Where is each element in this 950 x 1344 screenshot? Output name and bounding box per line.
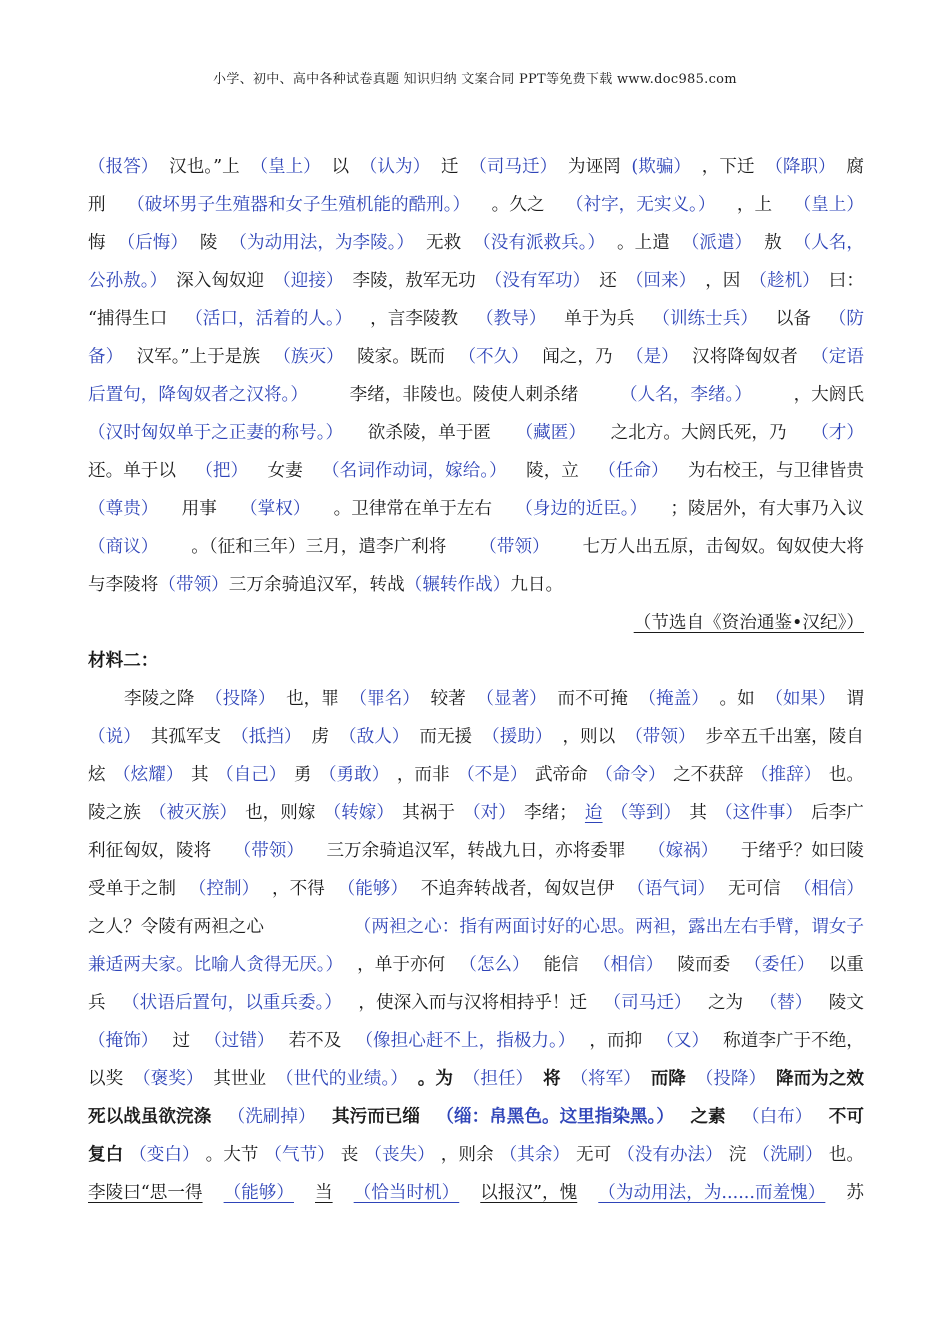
body-text: 陵之族 [88,803,141,823]
body-text: 汉将降匈奴者 [692,347,798,367]
annotation-text: （如果） [765,689,836,709]
annotation-text: （怎么） [459,955,530,975]
body-text: 。上遣 [617,233,670,253]
annotation-text: （衬字，无实义。） [565,195,716,215]
annotation-text: （说） [88,727,141,747]
annotation-text: （相信） [793,879,864,899]
body-text: ，而非 [396,765,450,785]
body-text: 之为 [707,993,744,1013]
annotation-text: （把） [195,461,249,481]
body-text: 无救 [426,233,462,253]
body-text: 女妻 [267,461,303,481]
text-line [88,1098,864,1136]
annotation-text: （是） [625,347,679,367]
annotation-text: （皇上） [793,195,864,215]
annotation-text: （援助） [482,727,553,747]
body-text: 以 [331,157,350,177]
text-line [88,680,864,718]
annotation-text: （破坏男子生殖器和女子生殖机能的酷刑。） [127,195,471,215]
body-text: 其孤军支 [150,727,222,747]
annotation-text: （将军） [570,1069,641,1089]
body-text: 以奖 [88,1069,124,1089]
body-text: 较著 [430,689,466,709]
body-text: ，言李陵教 [370,309,459,329]
annotation-text: （司马迁） [603,993,692,1013]
annotation-text: （投降） [205,689,276,709]
annotation-text: 而降 [650,1068,686,1089]
text-line [88,718,864,756]
body-text: 材料二： [88,650,159,671]
annotation-text: （商议） [88,537,159,557]
annotation-text: （族灭） [273,347,344,367]
body-text: 与李陵将 [88,575,159,595]
annotation-text: （带领） [625,727,696,747]
annotation-text: （罪名） [349,689,420,709]
body-text: 其世业 [213,1069,267,1089]
body-text: 敖 [764,233,782,253]
body-text: ，不得 [272,879,325,899]
annotation-text: （世代的业绩。） [275,1069,408,1089]
annotation-text: （推辞） [750,765,822,785]
annotation-text: （显著） [476,689,547,709]
annotation-text: （委任） [744,955,815,975]
body-text: ，使深入而与汉将相持乎！迁 [358,993,588,1013]
text-line [88,1174,864,1212]
body-text: 武帝命 [534,765,588,785]
text-line [88,794,864,832]
annotation-text: （勇敢） [318,765,390,785]
annotation-text: （名词作动词，嫁给。） [322,461,507,481]
body-text: 其 [689,803,707,823]
annotation-text: （缁：帛黑色。这里指染黑。） [436,1106,674,1127]
body-text: “捕得生口 [88,309,168,329]
annotation-text: （洗刷掉） [227,1107,316,1127]
annotation-text: （替） [759,993,813,1013]
body-text: 陵而委 [677,955,731,975]
body-text: 而不可掩 [557,689,628,709]
text-line [88,376,864,414]
annotation-text: （活口，活着的人。） [185,309,353,329]
body-text: 腐 [846,157,864,177]
text-line [88,946,864,984]
text-line [88,756,864,794]
text-line [88,870,864,908]
body-text: 。卫律常在单于左右 [333,499,492,519]
annotation-text: （状语后置句，以重兵委。） [122,993,342,1013]
body-text: 若不及 [288,1031,342,1051]
annotation-text: 之素 [690,1106,726,1127]
text-line [88,528,864,566]
body-text: 无可信 [727,879,781,899]
annotation-text: （掩饰） [88,1031,159,1051]
annotation-text: （炫耀） [113,765,184,785]
body-text: 李陵，敖军无功 [352,271,476,291]
annotation-text: （抵挡） [231,727,302,747]
body-text: ，单于亦何 [357,955,446,975]
body-text: 之不获辞 [673,765,744,785]
text-line [88,604,864,642]
body-text: 刑 [88,195,106,215]
body-text: 李陵曰“思一得 [88,1183,203,1203]
annotation-text: （趁机） [749,271,820,291]
annotation-text: （带领） [479,537,550,557]
body-text: 苏 [846,1183,864,1203]
body-text: ，上 [736,195,773,215]
body-text: 九日。 [510,575,564,595]
body-text: 能信 [543,955,579,975]
body-text: ，则余 [440,1145,494,1165]
body-text: 陵家。既而 [357,347,446,367]
body-text: 单于为兵 [564,309,635,329]
body-text: 闻之，乃 [542,347,613,367]
body-text: 其祸于 [402,803,455,823]
body-text: ，因 [705,271,741,291]
body-text: ，而抑 [589,1031,643,1051]
annotation-text: （担任） [462,1069,534,1089]
annotation-text: （藏匿） [515,423,586,443]
annotation-text: （被灭族） [148,803,237,823]
annotation-text: （转嫁） [323,803,394,823]
annotation-text: 降而为之效 [775,1068,864,1089]
annotation-text: 死以战虽欲浣涤 [88,1106,212,1127]
annotation-text: （防 [828,309,864,329]
body-text: 七万人出五原，击匈奴。匈奴使大将 [582,537,864,557]
annotation-text: （过错） [204,1031,275,1051]
annotation-text: （嫁祸） [647,841,719,861]
body-text: 。久之 [491,195,545,215]
annotation-text: 备） [88,347,124,367]
annotation-text: 不可 [828,1106,864,1127]
annotation-text: （其余） [499,1145,570,1165]
annotation-text: （才） [811,423,864,443]
annotation-text: （身边的近臣。） [515,499,648,519]
text-line [88,262,864,300]
annotation-text: （恰当时机） [353,1183,460,1203]
body-text: 也。 [828,1145,864,1165]
annotation-text: （训练士兵） [652,309,758,329]
annotation-text: （语气词） [627,879,716,899]
annotation-text: 将 [543,1068,561,1089]
text-line [88,1022,864,1060]
annotation-text: （能够） [337,879,408,899]
annotation-text: （敌人） [339,727,410,747]
annotation-text: 其污而已缁 [332,1106,420,1127]
body-text: 曰： [828,271,864,291]
annotation-text: （认为） [359,157,431,177]
body-text: 悔 [88,233,106,253]
body-text: 不追奔转战者，匈奴岂伊 [420,879,615,899]
body-text: 勇 [293,765,312,785]
annotation-text: （能够） [223,1183,294,1203]
body-text: 以重 [828,955,864,975]
body-text: 而无援 [419,727,473,747]
body-text: 以报汉”，愧 [480,1183,578,1203]
body-text: 无可 [575,1145,612,1165]
body-text: 也，罪 [286,689,339,709]
annotation-text: （迎接） [273,271,344,291]
annotation-text: （为动用法，为李陵。） [229,233,415,253]
body-text: 陵，立 [526,461,579,481]
annotation-text: （任命） [598,461,669,481]
annotation-text: （皇上） [250,157,321,177]
body-text: 欲杀陵，单于匿 [367,423,491,443]
text-line [88,490,864,528]
annotation-text: （辗转作战） [404,575,511,595]
body-text: 过 [172,1031,191,1051]
body-text: 汉也。”上 [169,157,240,177]
annotation-text: （命令） [595,765,666,785]
text-line [88,566,864,604]
body-text: 以备 [775,309,811,329]
annotation-text: （白布） [741,1107,813,1127]
body-text: 。如 [719,689,755,709]
body-text: 为诬罔 [567,157,621,177]
annotation-text: （投降） [695,1069,767,1089]
annotation-text: 公孙敖。） [88,271,168,291]
body-text: 丧 [340,1145,359,1165]
annotation-text: （为动用法，为......而羞愧） [598,1183,826,1203]
annotation-text: 后置句，降匈奴者之汉将。） [88,385,308,405]
text-line [88,300,864,338]
text-line [88,414,864,452]
body-text: 还 [599,271,617,291]
document-body [88,148,864,1212]
annotation-text: （洗刷） [752,1145,823,1165]
body-text: 李陵之降 [124,689,195,709]
text-line [88,224,864,262]
annotation-text: （相信） [592,955,664,975]
body-text: 浣 [728,1145,747,1165]
text-line [88,1136,864,1174]
body-text: ，则以 [562,727,616,747]
body-text: 陵 [199,233,218,253]
annotation-text: （没有派救兵。） [473,233,606,253]
body-text: 陵文 [828,993,864,1013]
annotation-text: （变白） [129,1145,200,1165]
body-text: ，下迁 [701,157,755,177]
annotation-text: （不久） [458,347,529,367]
text-line [88,642,864,680]
body-text: 为右校王，与卫律皆贵 [687,461,864,481]
body-text: 步卒五千出塞，陵自 [705,727,864,747]
annotation-text: （等到） [610,803,682,823]
body-text: 也，则嫁 [245,803,316,823]
body-text: 李绪； [524,803,577,823]
annotation-text: （自己） [216,765,287,785]
annotation-text: （定语 [811,347,864,367]
annotation-text: （回来） [625,271,697,291]
annotation-text: 兼适两夫家。比喻人贪得无厌。） [88,955,344,975]
text-line [88,1060,864,1098]
text-line [88,186,864,224]
annotation-text: 复白 [88,1144,124,1165]
page-header: 小学、初中、高中各种试卷真题 知识归纳 文案合同 PPT等免费下载 www.doc985.com [213,72,737,87]
annotation-text: 。为 [417,1068,453,1089]
body-text: ，大阏氏 [793,385,864,405]
body-text: 受单于之制 [88,879,176,899]
annotation-text: （后悔） [117,233,188,253]
body-text: 谓 [846,689,864,709]
annotation-text: （人名，李绪。） [619,385,752,405]
body-text: 三万余骑追汉军，转战 [228,575,405,595]
body-text: 兵 [88,993,106,1013]
body-text: 之人？令陵有两袒之心 [88,917,264,937]
annotation-text: 迨 [584,803,603,823]
text-line [88,452,864,490]
annotation-text: （褒奖） [133,1069,204,1089]
annotation-text: （带领） [158,575,229,595]
text-line [88,984,864,1022]
annotation-text: （没有军功） [484,271,591,291]
body-text: 当 [315,1183,333,1203]
annotation-text: （汉时匈奴单于之正妻的称号。） [88,423,344,443]
body-text: 虏 [311,727,330,747]
annotation-text: （报答） [88,157,159,177]
annotation-text: （像担心赶不上，指极力。） [355,1031,576,1051]
body-text: 还。单于以 [88,461,176,481]
text-line [88,148,864,186]
annotation-text: （尊贵） [88,499,159,519]
annotation-text: （掌权） [240,499,311,519]
body-text: 于绪乎？如曰陵 [740,841,864,861]
annotation-text: （这件事） [714,803,803,823]
annotation-text: （人名， [793,233,864,253]
annotation-text: （气节） [264,1145,335,1165]
annotation-text: （带领） [233,841,304,861]
annotation-text: （又） [656,1031,710,1051]
body-text: 也。 [828,765,864,785]
body-text: 利征匈奴，陵将 [88,841,212,861]
body-text: 李绪，非陵也。陵使人刺杀绪 [349,385,579,405]
annotation-text: （派遣） [681,233,753,253]
body-text: 。（征和三年）三月，遣李广利将 [191,537,447,557]
annotation-text: （没有办法） [617,1145,723,1165]
annotation-text: （两袒之心：指有两面讨好的心思。两袒，露出左右手臂，谓女子 [353,917,864,937]
body-text: 汉军。”上于是族 [136,347,260,367]
annotation-text: （教导） [475,309,547,329]
body-text: （节选自《资治通鉴•汉纪》） [633,613,864,633]
text-line [88,832,864,870]
body-text: 后李广 [811,803,864,823]
body-text: 之北方。大阏氏死，乃 [610,423,787,443]
body-text: 迁 [440,157,459,177]
annotation-text: （降职） [765,157,836,177]
annotation-text: （对） [463,803,516,823]
body-text: 炫 [88,765,106,785]
annotation-text: （控制） [188,879,260,899]
text-line [88,908,864,946]
body-text: 深入匈奴迎 [176,271,265,291]
annotation-text: （掩盖） [638,689,709,709]
annotation-text: （司马迁） [469,157,558,177]
body-text: 其 [190,765,209,785]
text-line [88,338,864,376]
body-text: ；陵居外，有大事乃入议 [670,499,864,519]
body-text: 。大节 [205,1145,259,1165]
annotation-text: （丧失） [364,1145,435,1165]
annotation-text: (欺骗） [631,157,692,177]
annotation-text: （不是） [457,765,528,785]
body-text: 三万余骑追汉军，转战九日，亦将委罪 [326,841,626,861]
body-text: 用事 [181,499,217,519]
body-text: 称道李广于不绝， [723,1031,864,1051]
